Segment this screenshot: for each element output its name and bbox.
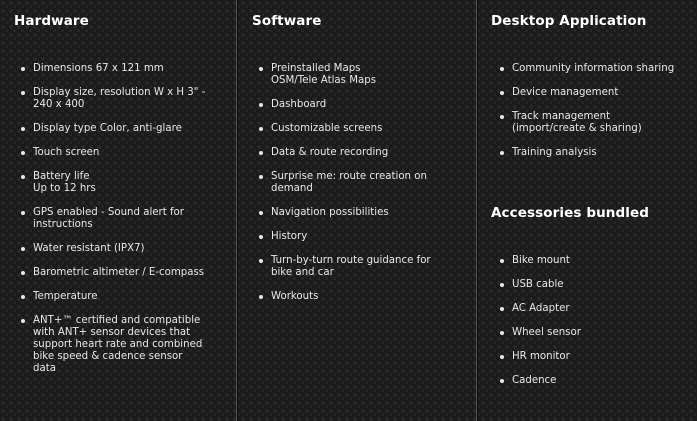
desktop-application-heading: Desktop Application xyxy=(491,13,647,29)
list-item: Display size, resolution W x H 3" - 240 x 400 xyxy=(20,87,213,111)
desktop-application-list xyxy=(499,63,695,171)
list-item: GPS enabled - Sound alert for instructions xyxy=(20,207,198,231)
software-list xyxy=(258,63,458,315)
list-item: Battery life Up to 12 hrs xyxy=(20,171,220,195)
list-item: USB cable xyxy=(499,279,695,291)
list-item: Preinstalled Maps OSM/Tele Atlas Maps xyxy=(258,63,458,87)
list-item: Navigation possibilities xyxy=(258,207,458,219)
list-item: ANT+™ certified and compatible with ANT+ sensor devices that support heart rate and combined bike speed & cadence sensor data xyxy=(20,315,205,375)
list-item: Cadence xyxy=(499,375,695,387)
list-item: HR monitor xyxy=(499,351,695,363)
hardware-heading: Hardware xyxy=(14,13,89,29)
list-item: Customizable screens xyxy=(258,123,458,135)
list-item: Data & route recording xyxy=(258,147,458,159)
software-column xyxy=(238,0,477,421)
list-item: Turn-by-turn route guidance for bike and car xyxy=(258,255,436,279)
list-item: Touch screen xyxy=(20,147,220,159)
hardware-list xyxy=(20,63,220,387)
list-item: AC Adapter xyxy=(499,303,695,315)
software-heading: Software xyxy=(252,13,322,29)
list-item: Barometric altimeter / E-compass xyxy=(20,267,220,279)
list-item: History xyxy=(258,231,458,243)
list-item: Training analysis xyxy=(499,147,695,159)
accessories-heading: Accessories bundled xyxy=(491,205,650,221)
list-item: Community information sharing xyxy=(499,63,695,75)
accessories-list xyxy=(499,255,695,399)
list-item: Workouts xyxy=(258,291,458,303)
list-item: Temperature xyxy=(20,291,220,303)
list-item: Dashboard xyxy=(258,99,458,111)
list-item: Wheel sensor xyxy=(499,327,695,339)
list-item: Display type Color, anti-glare xyxy=(20,123,220,135)
list-item: Water resistant (IPX7) xyxy=(20,243,220,255)
hardware-column xyxy=(0,0,237,421)
list-item: Device management xyxy=(499,87,695,99)
list-item: Bike mount xyxy=(499,255,695,267)
desktop-accessories-column xyxy=(478,0,697,421)
list-item: Track management (import/create & sharing) xyxy=(499,111,695,135)
list-item: Surprise me: route creation on demand xyxy=(258,171,441,195)
list-item: Dimensions 67 x 121 mm xyxy=(20,63,220,75)
